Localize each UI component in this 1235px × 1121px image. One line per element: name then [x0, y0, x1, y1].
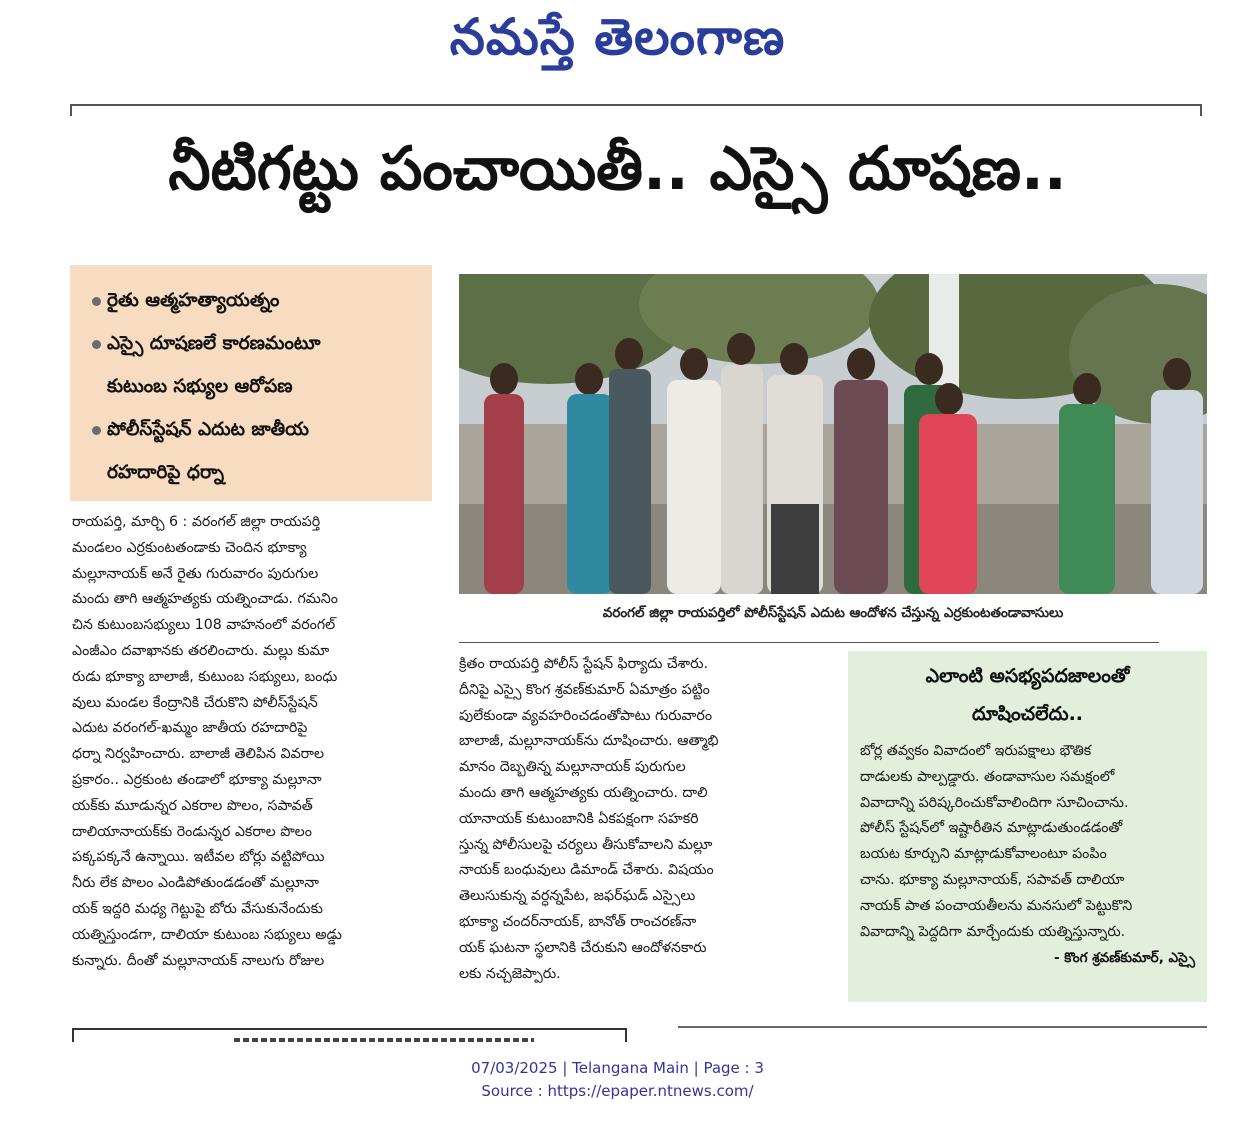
- article-line: కున్నారు. దీంతో మల్లూనాయక్ నాలుగు రోజుల: [72, 952, 325, 969]
- article-line: ఎంజీఎం దవాఖానకు తరలించారు. మల్లు కుమా: [72, 642, 330, 659]
- article-line: బాలాజీ, మల్లూనాయక్‌ను దూషించారు. ఆత్మాభి: [459, 733, 719, 750]
- article-line: మండలం ఎర్రకుంటతండాకు చెందిన భూక్యా: [72, 539, 307, 556]
- highlights-box: [70, 265, 432, 501]
- statement-title: ఎలాంటి అసభ్యపదజాలంతో: [925, 665, 1130, 687]
- statement-line: చాను. భూక్యా మల్లూనాయక్, సపావత్ దాలియా: [860, 871, 1125, 888]
- highlight-text: ఎస్సై దూషణలే కారణమంటూ: [107, 333, 321, 354]
- article-line: మానం దెబ్బతిన్న మల్లూనాయక్ పురుగుల: [459, 759, 686, 776]
- highlight-text: రైతు ఆత్మహత్యాయత్నం: [107, 290, 280, 311]
- statement-line: బోర్ల తవ్వకం వివాదంలో ఇరుపక్షాలు భౌతిక: [860, 743, 1092, 759]
- article-line: స్తున్న పోలీసులపై చర్యలు తీసుకోవాలని మల్లూ: [459, 836, 713, 853]
- article-line: యక్ ఇద్దరి మధ్య గెట్టుపై బోరు వేసుకునేందుకు: [72, 900, 323, 917]
- article-line: మందు తాగి ఆత్మహత్యకు యత్నించాడు. గమనిం: [72, 591, 338, 608]
- highlight-item: [92, 322, 422, 365]
- article-line: యత్నిస్తుండగా, దాలియా కుటుంబ సభ్యులు అడ్డు: [72, 926, 342, 943]
- photo-caption: వరంగల్ జిల్లా రాయపర్తిలో పోలీస్‌స్టేషన్ ఎదుట ఆందోళన చేస్తున్న ఎర్రకుంటతండావాసులు: [602, 605, 1064, 621]
- news-photo: [459, 274, 1207, 594]
- highlight-text: పోలీస్‌స్టేషన్ ఎదుట జాతీయ: [107, 419, 309, 440]
- article-line: రాయపర్తి, మార్చి 6 : వరంగల్ జిల్లా రాయపర్తి: [72, 514, 321, 530]
- article-line: యక్‌కు మూడున్నర ఎకరాల పొలం, సపావత్: [72, 797, 313, 814]
- article-line: యక్ ఘటనా స్థలానికి చేరుకుని ఆందోళనకారు: [459, 939, 707, 956]
- article-line: పక్కపక్కనే ఉన్నాయి. ఇటీవల బోర్లు వట్టిపోయి: [72, 849, 325, 866]
- article-line: మల్లూనాయక్ అనే రైతు గురువారం పురుగుల: [72, 565, 319, 582]
- highlight-text-continued: కుటుంబ సభ్యుల ఆరోపణ: [107, 376, 293, 397]
- statement-line: వివాదాన్ని పెద్దదిగా మార్చేందుకు యత్నిస్తున్నారు.: [860, 923, 1126, 940]
- highlight-text-continued: రహదారిపై ధర్నా: [107, 462, 225, 483]
- article-line: ధర్నా నిర్వహించారు. బాలాజీ తెలిపిన వివరాల: [72, 746, 325, 763]
- highlight-item: [92, 408, 422, 451]
- masthead-divider: [70, 104, 1202, 106]
- statement-line: నాయక్ పాత పంచాయతీలను మనసులో పెట్టుకొని: [860, 897, 1133, 914]
- statement-line: బయట కూర్చుని మాట్లాడుకోవాలంటూ పంపిం: [860, 846, 1107, 863]
- statement-body: [860, 739, 1195, 945]
- statement-attribution: - కొంగ శ్రవణ్‌కుమార్, ఎస్సై: [1053, 950, 1195, 967]
- article-line: దాలియానాయక్‌కు రెండున్నర ఎకరాల పొలం: [72, 823, 312, 840]
- article-line: దీనిపై ఎస్సై కొంగ శ్రవణ్‌కుమార్ ఏమాత్రం పట్టిం: [459, 681, 710, 698]
- bullet-icon: [92, 426, 101, 435]
- next-story-fragment: [72, 1028, 627, 1042]
- caption-divider: [459, 642, 1159, 643]
- si-statement-box: [848, 651, 1207, 1002]
- article-line: క్రితం రాయపర్తి పోలీస్ స్టేషన్ ఫిర్యాదు చేశారు.: [459, 656, 708, 672]
- article-line: లకు నచ్చజెప్పారు.: [459, 965, 561, 982]
- article-column-2: [459, 652, 819, 987]
- newspaper-masthead: నమస్తే తెలంగాణ: [449, 8, 786, 66]
- article-line: తెలుసుకున్న వర్ధన్నపేట, జఫర్‌ఘడ్ ఎస్సైలు: [459, 888, 696, 905]
- cut-off-text: [234, 1038, 534, 1042]
- bullet-icon: [92, 340, 101, 349]
- article-line: యానాయక్ కుటుంబానికి ఏకపక్షంగా సహకరి: [459, 810, 699, 827]
- edition-info: 07/03/2025 | Telangana Main | Page : 3: [471, 1059, 764, 1077]
- highlight-item: [92, 279, 422, 322]
- statement-line: వివాదాన్ని పరిష్కరించుకోవాలిందిగా సూచించాను.: [860, 794, 1129, 811]
- statement-title: దూషించలేదు..: [971, 703, 1084, 725]
- article-line: నీరు లేక పొలం ఎండిపోతుండడంతో మల్లూనా: [72, 875, 319, 892]
- statement-line: పోలీస్ స్టేషన్‌లో ఇష్టారీతిన మాట్లాడుతుండడంతో: [860, 820, 1123, 837]
- section-divider: [678, 1026, 1207, 1028]
- article-line: ప్రకారం.. ఎర్రకుంట తండాలో భూక్యా మల్లూనా: [72, 771, 322, 788]
- statement-line: దాడులకు పాల్పడ్డారు. తండావాసుల సమక్షంలో: [860, 768, 1115, 785]
- article-line: పులేకుండా వ్యవహరించడంతోపాటు గురువారం: [459, 707, 713, 724]
- photo-illustration: [459, 274, 1207, 594]
- article-headline: నీటిగట్టు పంచాయితీ.. ఎస్సై దూషణ..: [168, 134, 1067, 204]
- article-line: రుడు భూక్యా బాలాజీ, కుటుంబ సభ్యులు, బంధు: [72, 668, 338, 685]
- article-line: వులు మండల కేంద్రానికి చేరుకొని పోలీస్‌స్టేషన్: [72, 694, 318, 711]
- article-column-1: [72, 510, 432, 974]
- bullet-icon: [92, 297, 101, 306]
- article-line: చిన కుటుంబసభ్యులు 108 వాహనంలో వరంగల్: [72, 617, 336, 634]
- article-line: భూక్యా చందర్‌నాయక్, బానోత్ రాంచరణ్‌నా: [459, 913, 697, 930]
- article-line: ఎదుట వరంగల్-ఖమ్మం జాతీయ రహదారిపై: [72, 720, 308, 737]
- source-info: Source : https://epaper.ntnews.com/: [481, 1082, 754, 1100]
- article-line: నాయక్ బంధువులు డిమాండ్ చేశారు. విషయం: [459, 862, 714, 879]
- article-line: మందు తాగి ఆత్మహత్యకు యత్నించారు. దాలి: [459, 784, 708, 801]
